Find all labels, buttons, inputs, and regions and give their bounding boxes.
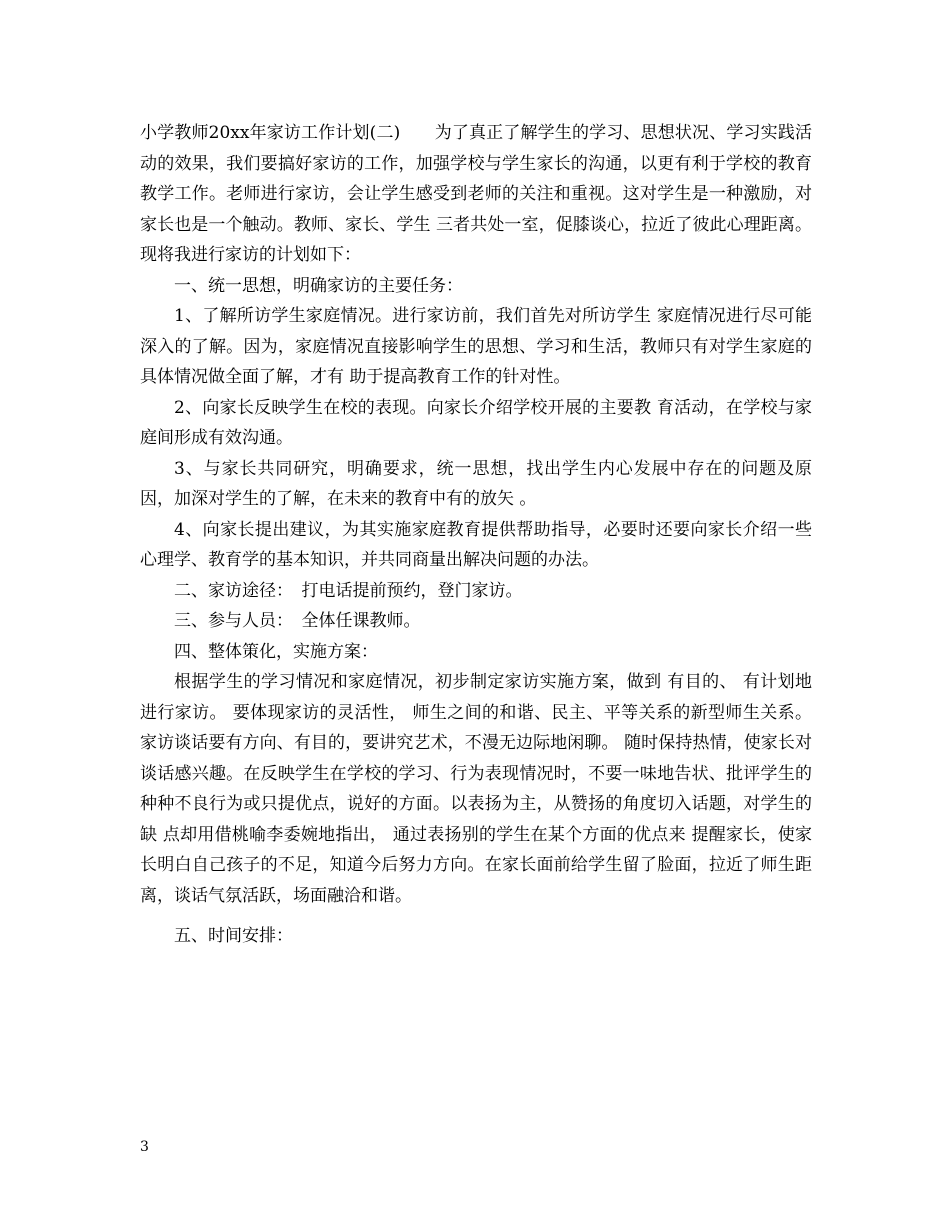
paragraph-spacer [140, 911, 812, 921]
heading-section-5: 五、时间安排： [174, 926, 293, 946]
paragraph-plan: 根据学生的学习情况和家庭情况，初步制定家访实施方案，做到 有目的、 有计划地进行家访。 要体现家访的灵活性， 师生之间的和谐、民主、平等关系的新型师生关系。 家访谈话要有方向、有目的，要讲究艺术，不漫无边际地闲聊。 随时保持热情，使家长对谈话感兴趣。在反映学生在学校的学习、行为表现情况时，不要一味地告状、批评学生的种种不良行为或只提优点，说好的方面。以表扬为主，从赞扬的角度切入话题，对学生的缺 点却用借桃喻李委婉地指出， 通过表扬别的学生在某个方面的优点来 提醒家长，使家长明白自己孩子的不足，知道今后努力方向。在家长面前给学生留了脸面，拉近了师生距离，谈话气氛活跃，场面融洽和谐。 [140, 672, 812, 906]
document-body [140, 118, 812, 952]
page-number: 3 [140, 1139, 149, 1155]
heading-section-2: 二、家访途径： 打电话提前预约，登门家访。 [174, 580, 523, 601]
paragraph-item-2: 2、向家长反映学生在校的表现。向家长介绍学校开展的主要教 育活动，在学校与家庭间形成有效沟通。 [140, 397, 812, 448]
heading-section-1: 一、统一思想，明确家访的主要任务： [174, 275, 463, 296]
heading-section-3: 三、参与人员： 全体任课教师。 [174, 611, 421, 631]
paragraph-item-1: 1、了解所访学生家庭情况。进行家访前，我们首先对所访学生 家庭情况进行尽可能深入的了解。因为，家庭情况直接影响学生的思想、学习和生活，教师只有对学生家庭的具体情况做全面了解，才有 助于提高教育工作的针对性。 [140, 306, 812, 387]
paragraph-item-4: 4、向家长提出建议，为其实施家庭教育提供帮助指导，必要时还要向家长介绍一些心理学、教育学的基本知识，并共同商量出解决问题的办法。 [140, 519, 812, 570]
paragraph-item-3: 3、与家长共同研究，明确要求，统一思想，找出学生内心发展中存在的问题及原因，加深对学生的了解，在未来的教育中有的放矢 。 [140, 458, 812, 509]
paragraph-intro: 小学教师20xx年家访工作计划(二) 为了真正了解学生的学习、思想状况、学习实践活动的效果，我们要搞好家访的工作，加强学校与学生家长的沟通，以更有利于学校的教育教学工作。老师进行家访，会让学生感受到老师的关注和重视。这对学生是一种激励，对家长也是一个触动。教师、家长、学生 三者共处一室，促膝谈心，拉近了彼此心理距离。现将我进行家访的计划如下： [140, 123, 812, 265]
heading-section-4: 四、整体策化，实施方案： [174, 641, 378, 662]
